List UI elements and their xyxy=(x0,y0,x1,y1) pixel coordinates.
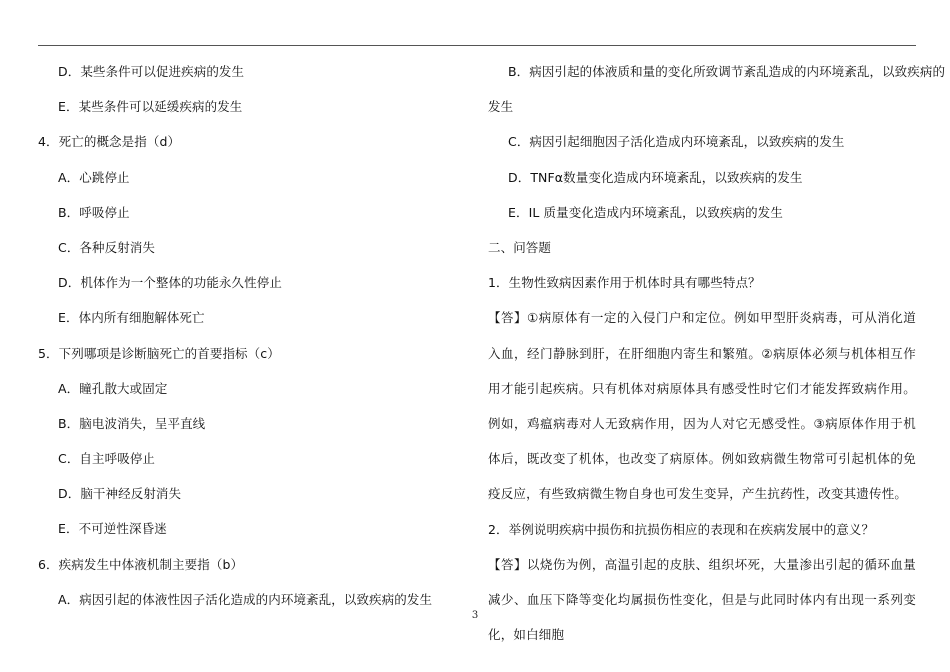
option-d: D．TNFα数量变化造成内环境紊乱，以致疾病的发生 xyxy=(508,169,803,185)
option-b-line2: 发生 xyxy=(488,99,514,115)
text-line: D．机体作为一个整体的功能永久性停止 xyxy=(58,275,282,291)
left-column xyxy=(38,54,458,617)
text-line: B．脑电波消失，呈平直线 xyxy=(58,415,206,431)
question-2: 2．举例说明疾病中损伤和抗损伤相应的表现和在疾病发展中的意义？ xyxy=(488,521,875,537)
text-line: 5．下列哪项是诊断脑死亡的首要指标（c） xyxy=(38,345,280,361)
text-line: 4．死亡的概念是指（d） xyxy=(38,134,181,150)
page-number: 3 xyxy=(471,610,479,621)
text-line: C．自主呼吸停止 xyxy=(58,451,156,467)
header-rule xyxy=(38,45,916,46)
text-line: D．脑干神经反射消失 xyxy=(58,486,182,502)
text-line: A．病因引起的体液性因子活化造成的内环境紊乱，以致疾病的发生 xyxy=(58,591,433,607)
text-line: A．心跳停止 xyxy=(58,169,130,185)
option-b-line1: B．病因引起的体液质和量的变化所致调节紊乱造成的内环境紊乱，以致疾病的 xyxy=(508,64,946,79)
question-1: 1．生物性致病因素作用于机体时具有哪些特点？ xyxy=(488,275,761,291)
text-line: B．呼吸停止 xyxy=(58,204,130,220)
option-e: E．IL 质量变化造成内环境紊乱，以致疾病的发生 xyxy=(508,204,783,220)
text-line: A．瞳孔散大或固定 xyxy=(58,380,168,396)
text-line: E．体内所有细胞解体死亡 xyxy=(58,310,205,326)
text-line: D．某些条件可以促进疾病的发生 xyxy=(58,64,245,79)
option-c: C．病因引起细胞因子活化造成内环境紊乱，以致疾病的发生 xyxy=(508,134,845,150)
text-line: 6．疾病发生中体液机制主要指（b） xyxy=(38,556,244,572)
right-column xyxy=(488,54,946,652)
section-title: 二、问答题 xyxy=(488,239,552,255)
text-line: E．某些条件可以延缓疾病的发生 xyxy=(58,99,243,115)
answer-2: 【答】以烧伤为例，高温引起的皮肤、组织坏死，大量渗出引起的循环血量减少、血压下降等变化均属损伤性变化，但是与此同时体内有出现一系列变化，如白细胞 xyxy=(488,556,916,643)
text-line: C．各种反射消失 xyxy=(58,239,156,255)
text-line: E．不可逆性深昏迷 xyxy=(58,521,167,537)
answer-1: 【答】①病原体有一定的入侵门户和定位。例如甲型肝炎病毒，可从消化道入血，经门静脉到肝，在肝细胞内寄生和繁殖。②病原体必须与机体相互作用才能引起疾病。只有机体对病原体具有感受性时它们才能发挥致病作用。例如，鸡瘟病毒对人无致病作用，因为人对它无感受性。③病原体作用于机体后，既改变了机体，也改变了病原体。例如致病微生物常可引起机体的免疫反应，有些致病微生物自身也可发生变异，产生抗药性，改变其遗传性。 xyxy=(488,310,916,502)
